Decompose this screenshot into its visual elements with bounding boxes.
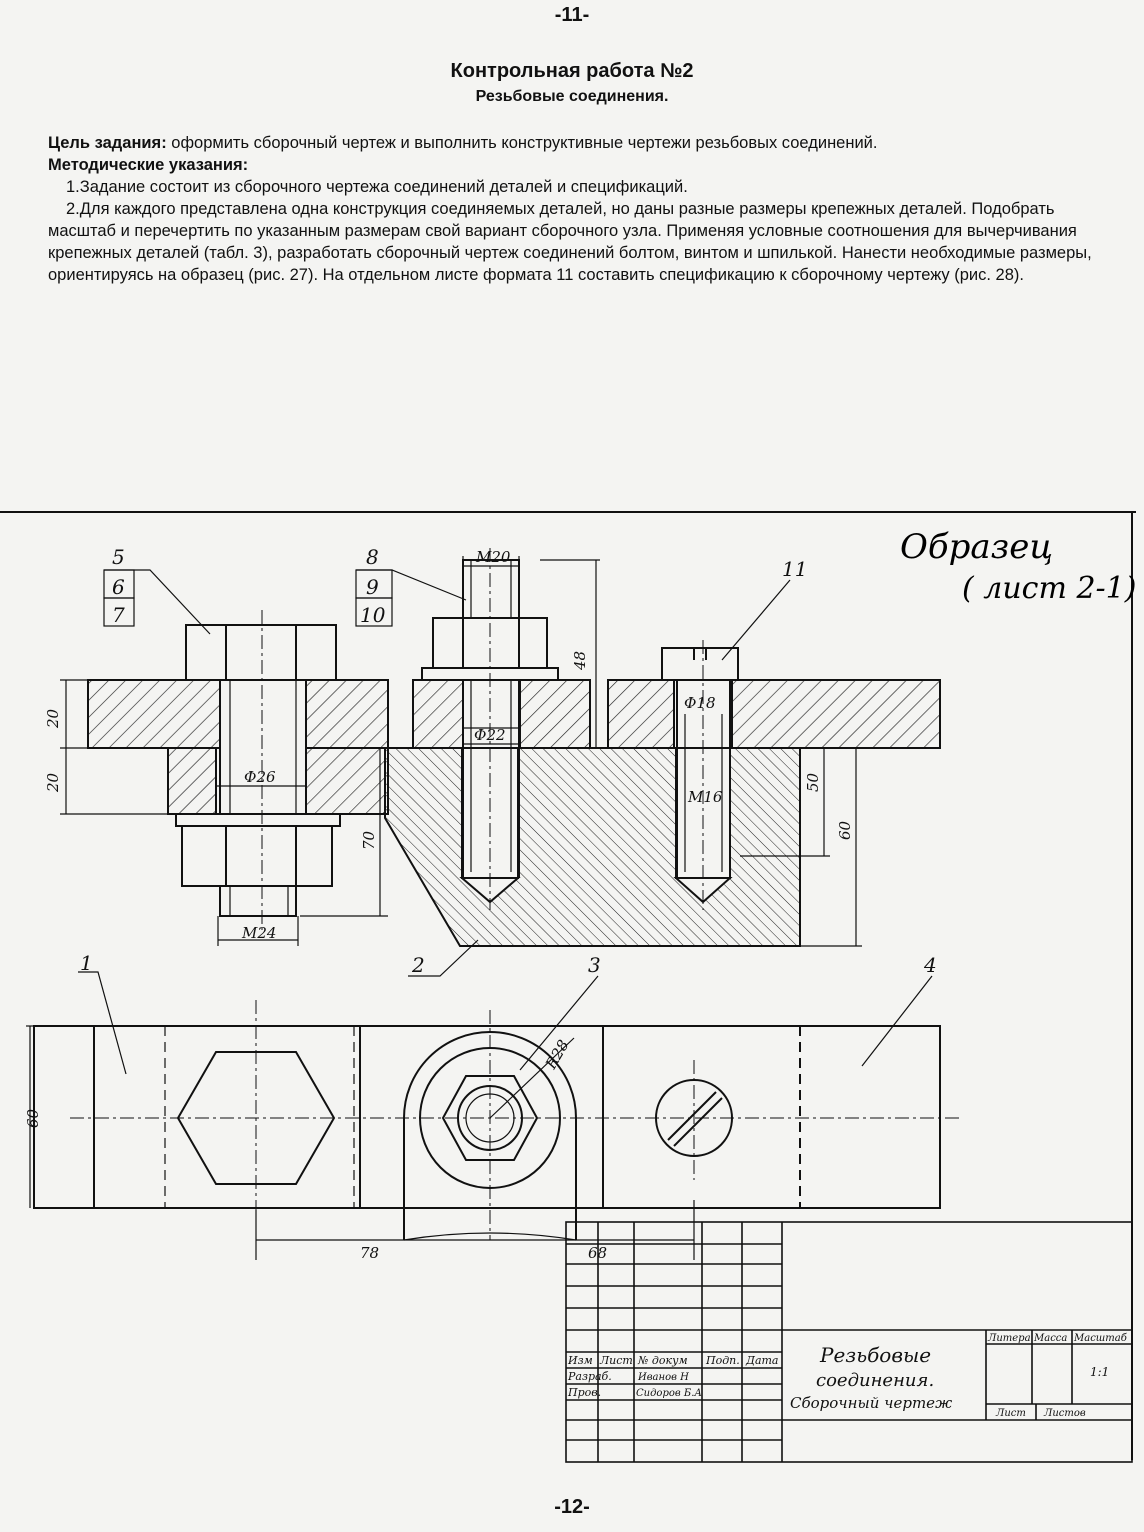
- pos-2: 2: [412, 953, 425, 977]
- assembly-drawing: [0, 500, 1144, 1490]
- dim-78: 78: [360, 1244, 380, 1262]
- dim-60: 60: [836, 820, 854, 840]
- pos-8: 8: [366, 545, 379, 569]
- tb-list-col: Лист: [600, 1354, 633, 1367]
- tb-razrab-name: Иванов Н: [638, 1372, 689, 1383]
- tb-litera: Литера: [988, 1333, 1031, 1344]
- page-number-top: -11-: [554, 4, 590, 26]
- dim-60-plan: 60: [24, 1108, 42, 1128]
- sample-label: Образец: [900, 527, 1054, 567]
- dim-20-bottom: 20: [44, 772, 62, 792]
- tb-razrab: Разраб.: [568, 1370, 612, 1383]
- pos-9: 9: [366, 575, 379, 599]
- plan-view: [26, 1000, 960, 1260]
- goal-label: Цель задания:: [48, 134, 167, 152]
- dim-20-top: 20: [44, 708, 62, 728]
- pos-10: 10: [360, 603, 386, 627]
- pos-5: 5: [112, 545, 125, 569]
- tb-prov-name: Сидоров Б.А: [636, 1388, 702, 1399]
- dim-m20: M20: [476, 548, 511, 566]
- goal-text: оформить сборочный чертеж и выполнить конструктивные чертежи резьбовых соединений.: [166, 134, 878, 152]
- page-subtitle: Резьбовые соединения.: [475, 88, 669, 105]
- goal-paragraph: [48, 132, 1108, 154]
- dim-48: 48: [571, 650, 589, 670]
- tb-title-3: Сборочный чертеж: [790, 1394, 953, 1412]
- sheet-label: ( лист 2-1): [962, 571, 1137, 606]
- tb-prov: Пров.: [568, 1386, 602, 1399]
- tb-masshtab: Масштаб: [1074, 1333, 1127, 1344]
- dim-m24: M24: [242, 924, 277, 942]
- page-number-bottom: -12-: [554, 1496, 590, 1518]
- dim-d18: Ф18: [684, 694, 716, 712]
- pos-3: 3: [588, 953, 601, 977]
- tb-list: Лист: [996, 1408, 1026, 1419]
- tb-scale: 1:1: [1090, 1365, 1110, 1379]
- task-text: [48, 132, 1108, 286]
- tb-sign-col: Подп.: [706, 1354, 740, 1367]
- dim-d26: Ф26: [244, 768, 276, 786]
- dim-d22: Ф22: [474, 726, 506, 744]
- pos-4: 4: [924, 953, 937, 977]
- dim-r28: R28: [541, 1036, 573, 1072]
- tb-massa: Масса: [1034, 1333, 1068, 1344]
- pos-1: 1: [80, 951, 93, 975]
- drawing-frame: [0, 512, 1136, 1460]
- page-title: Контрольная работа №2: [450, 60, 694, 82]
- method-label: Методические указания:: [48, 156, 249, 174]
- tb-date-col: Дата: [746, 1354, 779, 1367]
- dim-50: 50: [804, 772, 822, 792]
- dim-68: 68: [588, 1244, 608, 1262]
- dim-m16: M16: [688, 788, 723, 806]
- tb-doc-col: № докум: [638, 1354, 688, 1367]
- front-section-view: [60, 548, 940, 1074]
- tb-title-1: Резьбовые: [820, 1343, 932, 1367]
- tb-title-2: соединения.: [816, 1370, 935, 1391]
- pos-11: 11: [782, 557, 808, 581]
- method-item-2: 2.Для каждого представлена одна конструкция соединяемых деталей, но даны разные размеры крепежных деталей. Подобрать масштаб и перечертить по указанным размерам свой вариант сборочного узла. Применяя условные соотношения для вычерчивания крепежных деталей (табл. 3), разработать сборочный чертеж соединений болтом, винтом и шпилькой. Нанести необходимые размеры, ориентируясь на образец (рис. 27). На отдельном листе формата 11 составить спецификацию к сборочному чертежу (рис. 28).: [48, 200, 1092, 284]
- tb-izm: Изм: [568, 1354, 593, 1367]
- dim-70: 70: [360, 830, 378, 850]
- method-item-1: 1.Задание состоит из сборочного чертежа соединений деталей и спецификаций.: [66, 178, 688, 196]
- tb-listov: Листов: [1044, 1408, 1086, 1419]
- pos-7: 7: [112, 603, 125, 627]
- pos-6: 6: [112, 575, 125, 599]
- title-block-text: [567, 1333, 1128, 1419]
